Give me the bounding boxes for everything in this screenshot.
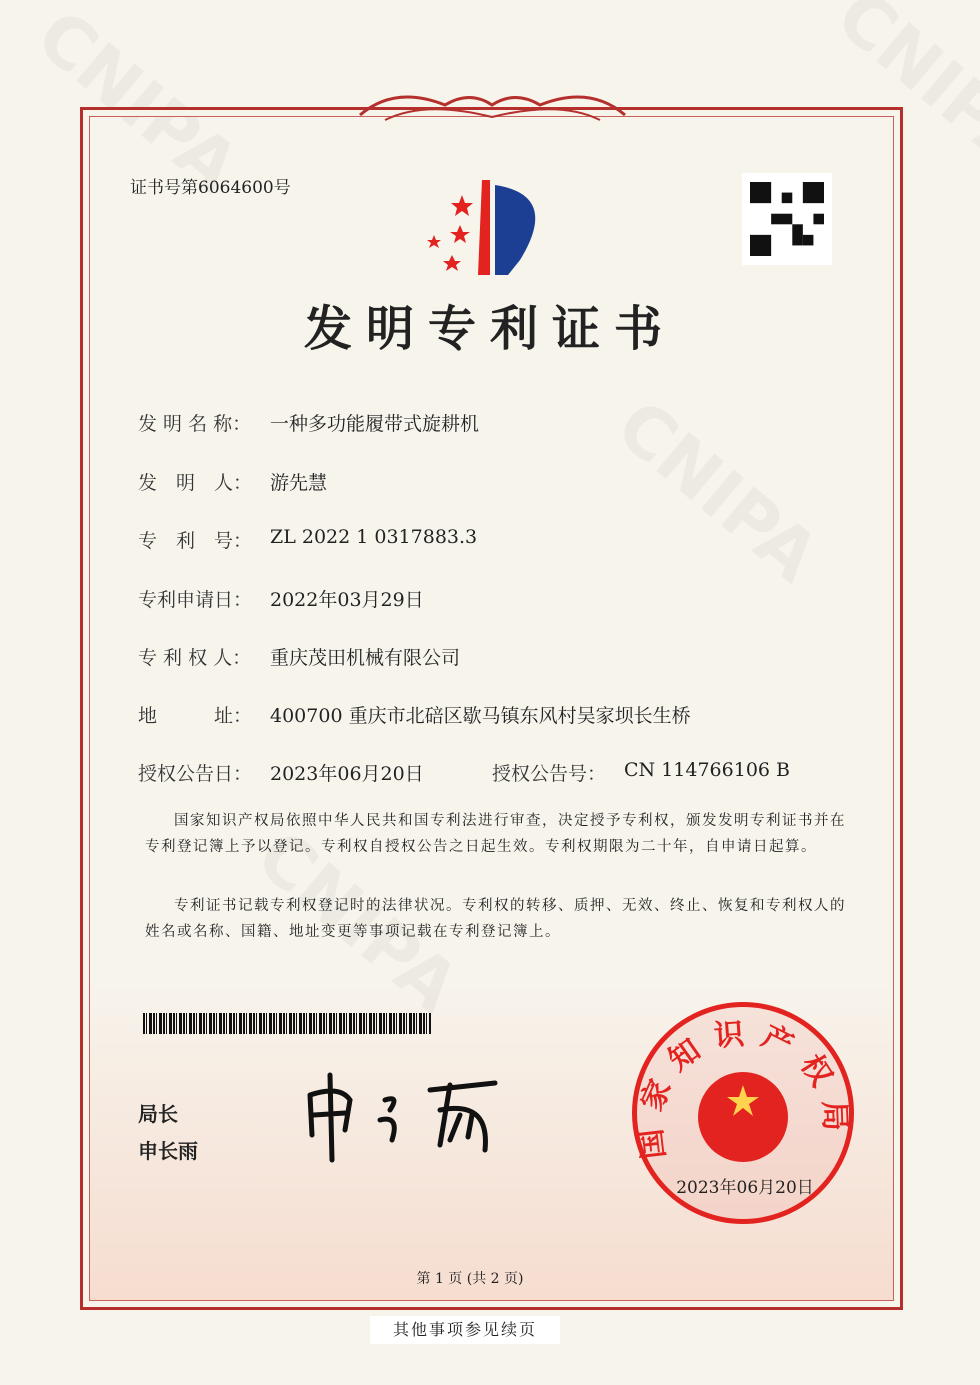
field-label: 授权公告日： — [138, 763, 253, 785]
field-label: 专 利 号： — [138, 530, 253, 552]
field-value: 2023年06月20日 — [270, 763, 424, 785]
field-value: CN 114766106 B — [624, 759, 790, 781]
field-label: 发 明 名 称： — [138, 413, 252, 435]
seal-date: 2023年06月20日 — [676, 1178, 814, 1198]
field-label: 专 利 权 人： — [138, 647, 252, 669]
seal-text: 家知识产权 — [637, 1015, 847, 1117]
field-patent-number — [138, 526, 477, 553]
qr-code[interactable] — [742, 173, 832, 265]
field-inventor — [138, 468, 327, 495]
field-value: 一种多功能履带式旋耕机 — [270, 413, 480, 435]
field-patentee — [138, 643, 460, 670]
field-value: 400700 重庆市北碚区歇马镇东风村吴家坝长生桥 — [270, 705, 691, 727]
field-grant-date — [138, 759, 790, 786]
signature — [300, 1065, 505, 1165]
field-label: 发 明 人： — [138, 472, 253, 494]
barcode — [143, 1013, 431, 1034]
field-invention-name — [138, 409, 479, 436]
field-application-date — [138, 585, 424, 612]
certificate-number: 证书号第6064600号 — [130, 178, 291, 198]
field-value: 2022年03月29日 — [270, 589, 424, 611]
continued-note: 其他事项参见续页 — [370, 1316, 560, 1344]
ornament-icon — [355, 85, 630, 130]
field-value: 重庆茂田机械有限公司 — [270, 647, 461, 669]
field-value: 游先慧 — [270, 472, 328, 494]
field-label: 专利申请日： — [138, 589, 253, 611]
page-info: 第 1 页 (共 2 页) — [416, 1271, 524, 1287]
field-label: 地 址： — [138, 705, 253, 727]
director-title: 局长 — [138, 1102, 178, 1126]
cnipa-logo-icon — [420, 175, 565, 285]
page-title: 发明专利证书 — [303, 301, 676, 357]
legal-paragraph: 国家知识产权局依照中华人民共和国专利法进行审查，决定授予专利权，颁发发明专利证书并在专利登记簿上予以登记。专利权自授权公告之日起生效。专利权期限为二十年，自申请日起算。 — [145, 813, 846, 855]
field-value: ZL 2022 1 0317883.3 — [270, 526, 478, 548]
legal-paragraph: 专利证书记载专利权登记时的法律状况。专利权的转移、质押、无效、终止、恢复和专利权人的姓名或名称、国籍、地址变更等事项记载在专利登记簿上。 — [145, 898, 846, 940]
director-name: 申长雨 — [138, 1139, 198, 1163]
field-address — [138, 701, 691, 728]
field-label: 授权公告号： — [492, 763, 607, 785]
